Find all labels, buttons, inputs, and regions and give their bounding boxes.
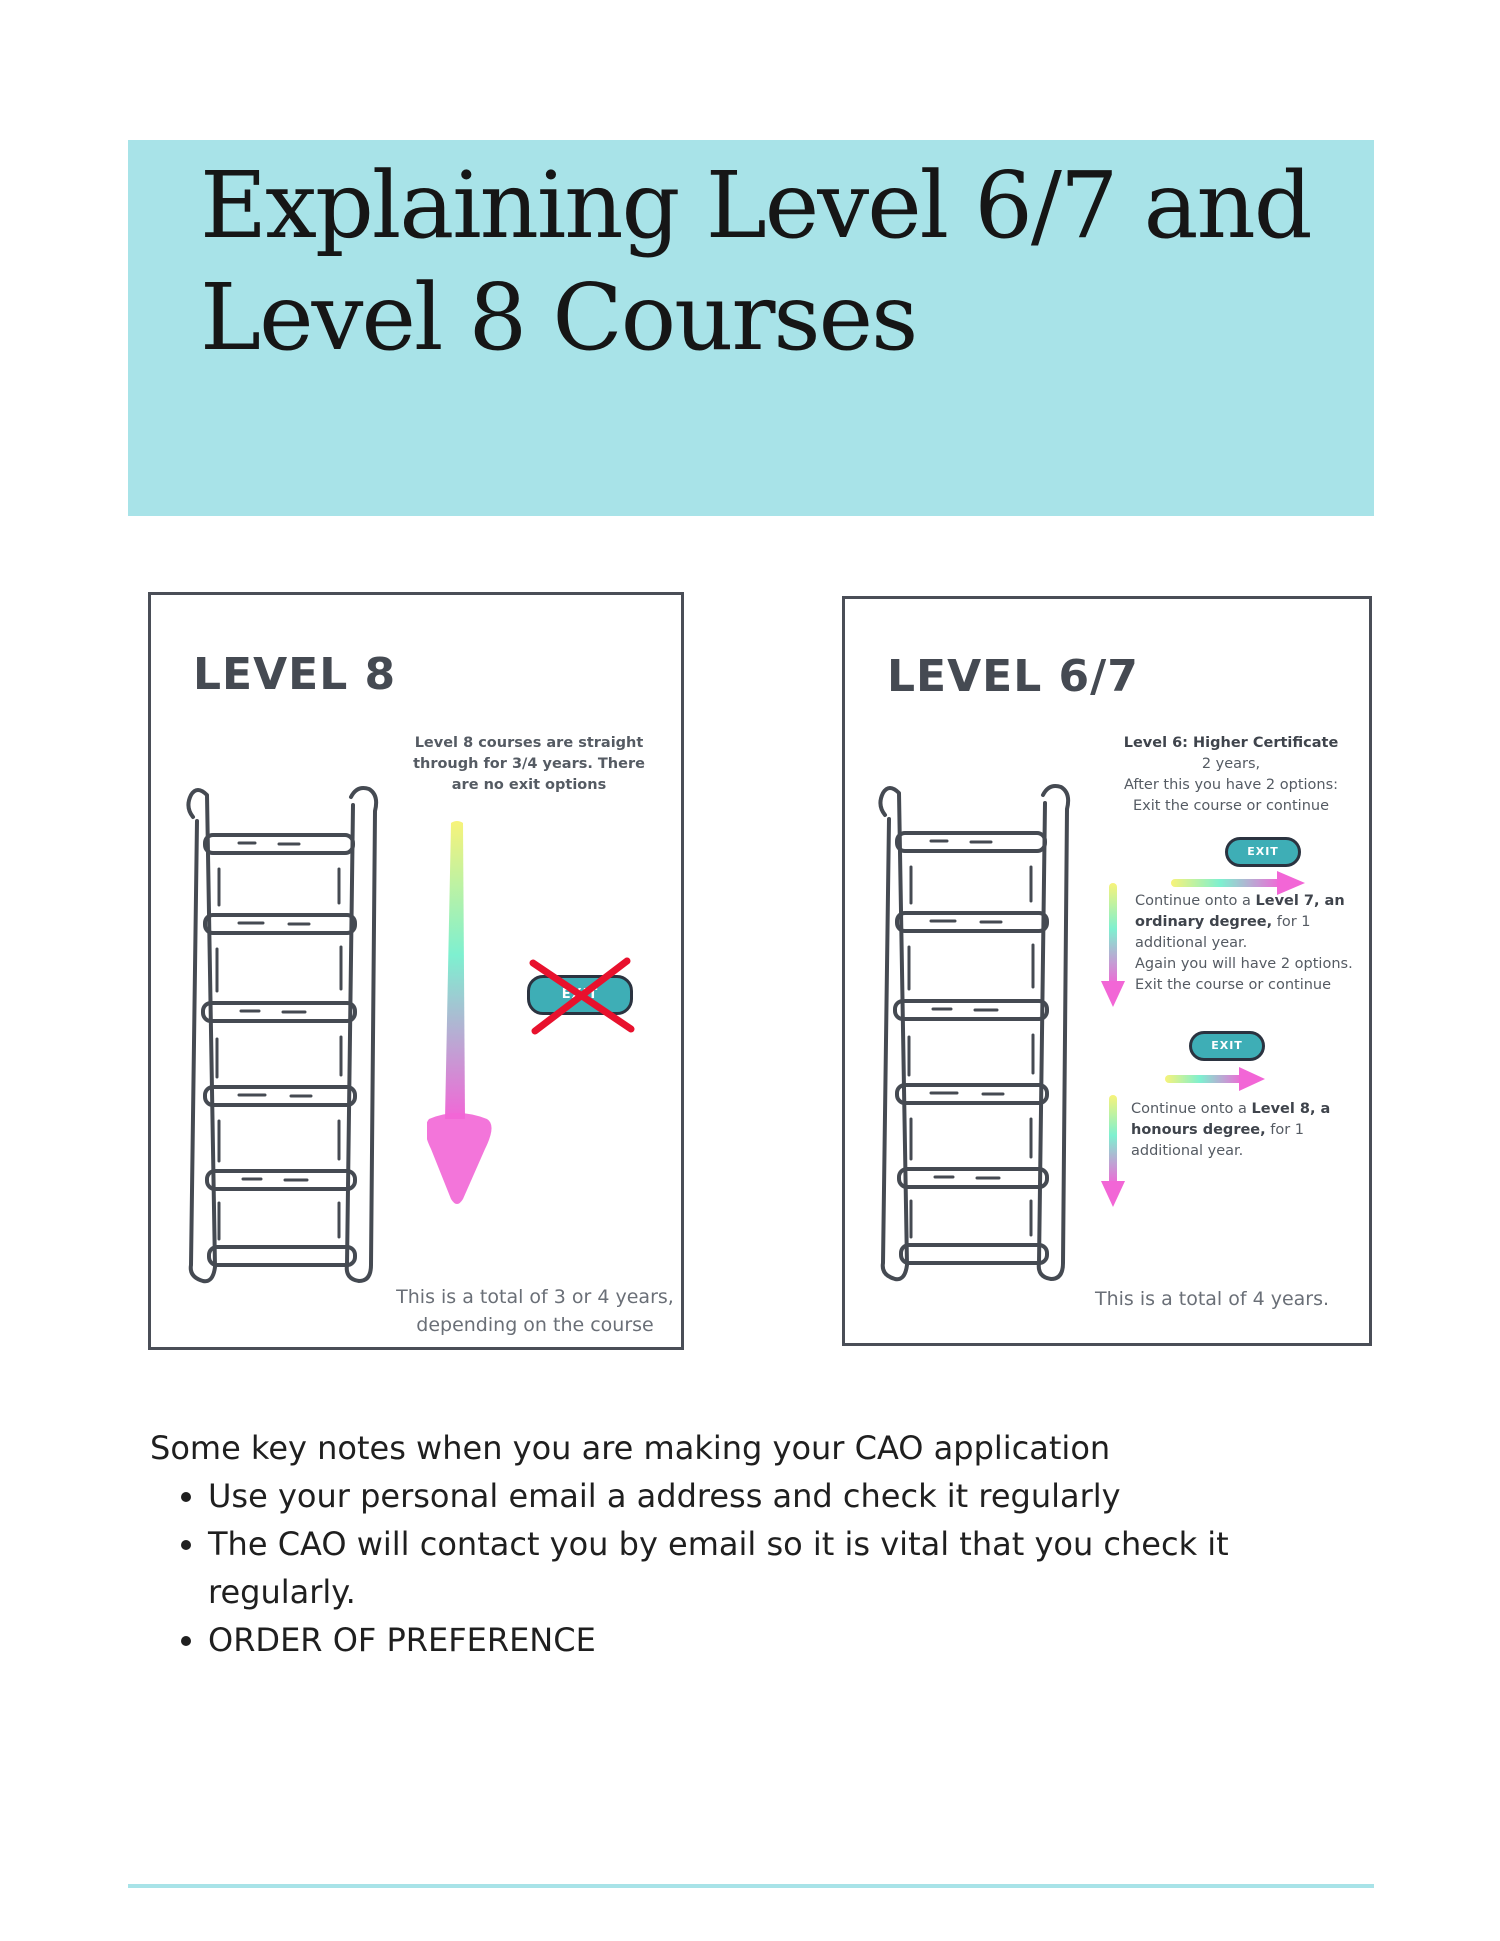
key-notes [150, 1424, 1370, 1664]
level-8-step: Continue onto a Level 8, a honours degree, for 1 additional year. [1131, 1101, 1331, 1159]
footer-divider [128, 1884, 1374, 1888]
level-6-7-heading: LEVEL 6/7 [887, 651, 1139, 702]
level-7-step: Continue onto a Level 7, an ordinary degree, for 1 additional year. Again you will have 2 options. Exit the course or continue [1135, 893, 1353, 993]
cross-out-icon [527, 957, 637, 1037]
level-6-7-panel [842, 596, 1372, 1346]
header-banner [128, 140, 1374, 516]
level-8-panel [148, 592, 684, 1350]
level-6-intro: Level 6: Higher Certificate 2 years, After this you have 2 options: Exit the course or continue [1123, 735, 1339, 814]
level-6-7-total: This is a total of 4 years. [1095, 1288, 1330, 1310]
level-8-heading: LEVEL 8 [193, 649, 397, 700]
gradient-arrow-down [427, 819, 527, 1209]
level-8-description: Level 8 courses are straight through for 3/4 years. There are no exit options [413, 735, 645, 793]
list-item: • ORDER OF PREFERENCE [208, 1616, 1370, 1664]
ladder-icon [179, 777, 389, 1297]
exit-button-1: EXIT [1225, 837, 1301, 867]
page-title [200, 150, 1311, 374]
list-item: • The CAO will contact you by email so it is vital that you check it regularly. [208, 1520, 1370, 1616]
notes-intro: Some key notes when you are making your CAO application [150, 1429, 1111, 1467]
title-line-1: Explaining Level 6/7 and [200, 152, 1311, 259]
exit-button-2: EXIT [1189, 1031, 1265, 1061]
list-item: • Use your personal email a address and check it regularly [208, 1472, 1370, 1520]
gradient-arrow-right-2 [1163, 1065, 1269, 1095]
gradient-arrow-down-2 [1099, 1093, 1129, 1211]
title-line-2: Level 8 Courses [200, 264, 917, 371]
ladder-icon [871, 775, 1081, 1295]
exit-button-disabled: EXIT [527, 975, 633, 1015]
level-8-total: This is a total of 3 or 4 years, depending on the course [396, 1286, 674, 1336]
notes-list [150, 1472, 1370, 1664]
gradient-arrow-down-1 [1099, 881, 1129, 1011]
